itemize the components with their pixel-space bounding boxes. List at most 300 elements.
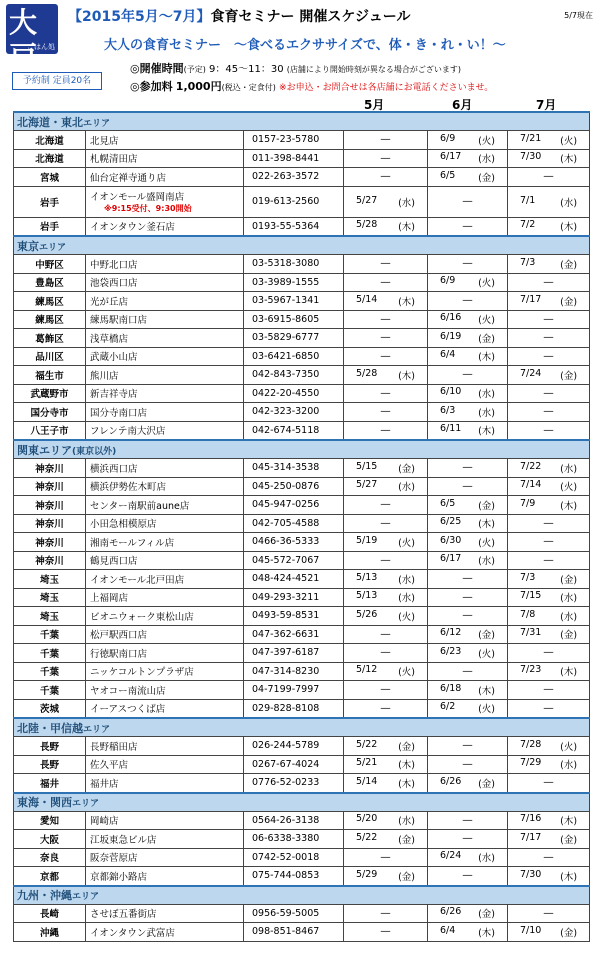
store-cell — [86, 403, 244, 422]
store-name: 浅草橋店 — [90, 333, 129, 345]
store-note: ※9:15受付、9:30開始 — [104, 204, 192, 213]
prefecture: 長野 — [39, 760, 59, 772]
prefecture: 奈良 — [39, 853, 59, 865]
area-suffix: エリア — [83, 724, 111, 735]
phone-number: 049-293-3211 — [252, 591, 320, 603]
date-june-cell — [428, 273, 508, 292]
phone-number: 042-674-5118 — [252, 424, 320, 436]
store-cell — [86, 149, 244, 168]
prefecture-cell — [14, 514, 86, 533]
no-date-dash: ― — [543, 171, 554, 183]
may-date: 5/14 — [356, 775, 378, 787]
july-date: 7/8 — [520, 608, 536, 620]
date-june-cell — [428, 811, 508, 830]
prefecture-cell — [14, 904, 86, 923]
store-row — [14, 310, 590, 329]
date-june-cell — [428, 737, 508, 756]
store-name: 阪奈菅原店 — [90, 853, 138, 865]
title-period: 【2015年5月～7月】 — [68, 9, 211, 25]
no-date-dash: ― — [462, 740, 473, 752]
area-header — [14, 793, 590, 812]
month-header-july: 7月 — [536, 98, 557, 112]
july-weekday: (水) — [560, 611, 578, 623]
july-weekday: (水) — [560, 593, 578, 605]
july-weekday: (火) — [560, 741, 578, 753]
phone-number: 029-828-8108 — [252, 702, 320, 714]
july-date: 7/10 — [520, 924, 542, 936]
date-july-cell — [508, 625, 590, 644]
date-may-cell — [344, 644, 428, 663]
store-row — [14, 848, 590, 867]
store-row — [14, 477, 590, 496]
area-name: 北海道・東北 — [17, 115, 83, 129]
area-header — [14, 718, 590, 737]
phone-number: 0466-36-5333 — [252, 536, 320, 548]
store-cell — [86, 588, 244, 607]
prefecture-cell — [14, 292, 86, 311]
date-may-cell — [344, 403, 428, 422]
store-name: 小田急相模原店 — [90, 519, 157, 531]
store-name: 湘南モールフィル店 — [90, 537, 175, 549]
no-date-dash: ― — [462, 295, 473, 307]
area-name: 九州・沖縄 — [17, 889, 72, 902]
prefecture-cell — [14, 588, 86, 607]
prefecture-cell — [14, 607, 86, 626]
tel-cell — [244, 551, 344, 570]
no-date-dash: ― — [380, 907, 391, 919]
as-of-date: 5/7現在 — [564, 11, 593, 20]
store-cell — [86, 131, 244, 150]
no-date-dash: ― — [462, 814, 473, 826]
prefecture-cell — [14, 774, 86, 793]
june-weekday: (木) — [478, 927, 495, 939]
store-cell — [86, 329, 244, 348]
june-date: 6/5 — [440, 169, 456, 181]
store-name: 松戸駅西口店 — [90, 630, 148, 642]
may-date: 5/20 — [356, 813, 378, 825]
date-june-cell — [428, 477, 508, 496]
july-date: 7/30 — [520, 868, 542, 880]
store-row — [14, 551, 590, 570]
june-date: 6/4 — [440, 349, 456, 361]
date-july-cell — [508, 496, 590, 515]
may-date: 5/28 — [356, 219, 378, 231]
no-date-dash: ― — [462, 220, 473, 232]
prefecture: 茨城 — [39, 704, 59, 716]
store-name: 横浜伊勢佐木町店 — [90, 482, 167, 494]
date-may-cell — [344, 329, 428, 348]
may-date: 5/27 — [356, 194, 378, 206]
tel-cell — [244, 421, 344, 440]
area-header — [14, 236, 590, 255]
date-june-cell — [428, 699, 508, 718]
area-header — [14, 440, 590, 459]
june-date: 6/3 — [440, 404, 456, 416]
date-june-cell — [428, 625, 508, 644]
prefecture: 葛飾区 — [35, 333, 64, 345]
may-weekday: (火) — [398, 611, 415, 623]
prefecture-cell — [14, 867, 86, 886]
date-june-cell — [428, 366, 508, 385]
prefecture: 愛知 — [39, 816, 59, 828]
june-weekday: (水) — [478, 154, 495, 166]
date-may-cell — [344, 131, 428, 150]
area-name: 東海・関西 — [17, 796, 72, 809]
june-weekday: (火) — [478, 315, 495, 327]
store-cell — [86, 384, 244, 403]
no-date-dash: ― — [380, 134, 391, 146]
date-july-cell — [508, 310, 590, 329]
july-date: 7/28 — [520, 738, 542, 750]
june-date: 6/12 — [440, 627, 462, 639]
month-header-june: 6月 — [452, 98, 473, 112]
store-name: イオンタウン釜石店 — [90, 222, 175, 234]
store-cell — [86, 514, 244, 533]
june-weekday: (火) — [478, 278, 495, 290]
date-july-cell — [508, 533, 590, 552]
prefecture: 埼玉 — [39, 611, 59, 623]
prefecture-cell — [14, 644, 86, 663]
tel-cell — [244, 310, 344, 329]
seminar-subtitle: 大人の食育セミナー ～食べるエクササイズで、体・き・れ・い！～ — [104, 38, 506, 53]
prefecture: 福生市 — [35, 370, 64, 382]
date-may-cell — [344, 755, 428, 774]
july-date: 7/14 — [520, 479, 542, 491]
july-date: 7/17 — [520, 831, 542, 843]
no-date-dash: ― — [380, 350, 391, 362]
date-may-cell — [344, 310, 428, 329]
prefecture-cell — [14, 255, 86, 274]
page-title — [68, 6, 411, 26]
tel-cell — [244, 570, 344, 589]
store-row — [14, 384, 590, 403]
store-row — [14, 168, 590, 187]
date-june-cell — [428, 662, 508, 681]
date-june-cell — [428, 644, 508, 663]
date-july-cell — [508, 848, 590, 867]
date-may-cell — [344, 830, 428, 849]
date-june-cell — [428, 255, 508, 274]
store-row — [14, 681, 590, 700]
prefecture-cell — [14, 217, 86, 236]
store-row — [14, 533, 590, 552]
no-date-dash: ― — [462, 480, 473, 492]
prefecture: 埼玉 — [39, 593, 59, 605]
store-row — [14, 459, 590, 478]
tel-cell — [244, 737, 344, 756]
no-date-dash: ― — [543, 907, 554, 919]
tel-cell — [244, 811, 344, 830]
phone-number: 042-323-3200 — [252, 406, 320, 418]
july-weekday: (金) — [560, 296, 578, 308]
may-weekday: (木) — [398, 296, 415, 308]
date-july-cell — [508, 403, 590, 422]
store-name: 岡崎店 — [90, 816, 119, 828]
no-date-dash: ― — [380, 499, 391, 511]
store-cell — [86, 681, 244, 700]
date-july-cell — [508, 811, 590, 830]
july-date: 7/17 — [520, 293, 542, 305]
prefecture-cell — [14, 811, 86, 830]
july-weekday: (木) — [560, 816, 578, 828]
tel-cell — [244, 904, 344, 923]
tel-cell — [244, 217, 344, 236]
may-date: 5/12 — [356, 664, 378, 676]
no-date-dash: ― — [462, 665, 473, 677]
date-july-cell — [508, 551, 590, 570]
prefecture-cell — [14, 366, 86, 385]
prefecture-cell — [14, 681, 86, 700]
store-name: 中野北口店 — [90, 259, 138, 271]
no-date-dash: ― — [543, 777, 554, 789]
store-row — [14, 329, 590, 348]
prefecture: 武蔵野市 — [30, 389, 69, 401]
store-name: イーアスつくば店 — [90, 704, 166, 716]
prefecture: 大阪 — [39, 834, 59, 846]
logo-text: 大戸屋 — [9, 6, 35, 107]
prefecture: 千葉 — [39, 648, 59, 660]
date-may-cell — [344, 811, 428, 830]
store-row — [14, 625, 590, 644]
tel-cell — [244, 459, 344, 478]
date-june-cell — [428, 421, 508, 440]
july-date: 7/2 — [520, 219, 536, 231]
date-july-cell — [508, 149, 590, 168]
prefecture-cell — [14, 533, 86, 552]
phone-number: 0742-52-0018 — [252, 851, 320, 863]
no-date-dash: ― — [543, 702, 554, 714]
date-july-cell — [508, 421, 590, 440]
store-row — [14, 570, 590, 589]
june-date: 6/17 — [440, 151, 462, 163]
prefecture-cell — [14, 477, 86, 496]
store-cell — [86, 255, 244, 274]
no-date-dash: ― — [380, 171, 391, 183]
date-may-cell — [344, 774, 428, 793]
phone-number: 0193-55-5364 — [252, 220, 320, 232]
area-suffix: エリア — [83, 118, 111, 129]
may-date: 5/29 — [356, 868, 378, 880]
june-date: 6/19 — [440, 330, 462, 342]
prefecture: 京都 — [39, 871, 59, 883]
july-date: 7/24 — [520, 367, 542, 379]
store-row — [14, 186, 590, 217]
july-weekday: (火) — [560, 135, 578, 147]
july-date: 7/15 — [520, 590, 542, 602]
fee-warning: ※お申込・お問合せは各店舗にお電話くださいませ。 — [279, 83, 494, 93]
phone-number: 03-5829-6777 — [252, 332, 320, 344]
date-may-cell — [344, 533, 428, 552]
store-cell — [86, 477, 244, 496]
date-may-cell — [344, 186, 428, 217]
fee-info — [130, 78, 493, 94]
july-date: 7/3 — [520, 256, 536, 268]
store-cell — [86, 625, 244, 644]
date-july-cell — [508, 867, 590, 886]
phone-number: 045-572-7067 — [252, 554, 320, 566]
store-row — [14, 662, 590, 681]
store-row — [14, 699, 590, 718]
store-cell — [86, 755, 244, 774]
may-date: 5/27 — [356, 479, 378, 491]
no-date-dash: ― — [543, 350, 554, 362]
store-cell — [86, 662, 244, 681]
phone-number: 03-6421-6850 — [252, 350, 320, 362]
june-date: 6/18 — [440, 682, 462, 694]
phone-number: 042-843-7350 — [252, 369, 320, 381]
date-june-cell — [428, 496, 508, 515]
no-date-dash: ― — [380, 387, 391, 399]
date-june-cell — [428, 681, 508, 700]
no-date-dash: ― — [380, 313, 391, 325]
tel-cell — [244, 681, 344, 700]
store-cell — [86, 923, 244, 942]
june-weekday: (火) — [478, 704, 495, 716]
tel-cell — [244, 607, 344, 626]
date-july-cell — [508, 570, 590, 589]
date-july-cell — [508, 366, 590, 385]
no-date-dash: ― — [380, 647, 391, 659]
prefecture: 国分寺市 — [30, 407, 69, 419]
store-cell — [86, 186, 244, 217]
date-july-cell — [508, 131, 590, 150]
prefecture: 岩手 — [39, 222, 59, 234]
date-may-cell — [344, 904, 428, 923]
tel-cell — [244, 848, 344, 867]
store-row — [14, 755, 590, 774]
store-cell — [86, 533, 244, 552]
store-cell — [86, 607, 244, 626]
phone-number: 0157-23-5780 — [252, 134, 320, 146]
may-weekday: (木) — [398, 760, 415, 772]
store-row — [14, 811, 590, 830]
date-june-cell — [428, 570, 508, 589]
date-june-cell — [428, 310, 508, 329]
june-weekday: (木) — [478, 426, 495, 438]
june-date: 6/10 — [440, 386, 462, 398]
phone-number: 047-397-6187 — [252, 647, 320, 659]
date-july-cell — [508, 755, 590, 774]
store-cell — [86, 811, 244, 830]
fee-value: 1,000円 — [175, 80, 222, 93]
date-may-cell — [344, 255, 428, 274]
june-date: 6/4 — [440, 924, 456, 936]
store-row — [14, 588, 590, 607]
phone-number: 0564-26-3138 — [252, 814, 320, 826]
date-june-cell — [428, 292, 508, 311]
store-cell — [86, 774, 244, 793]
no-date-dash: ― — [543, 684, 554, 696]
tel-cell — [244, 588, 344, 607]
store-cell — [86, 168, 244, 187]
date-june-cell — [428, 848, 508, 867]
tel-cell — [244, 347, 344, 366]
store-cell — [86, 459, 244, 478]
date-june-cell — [428, 131, 508, 150]
may-weekday: (水) — [398, 816, 415, 828]
tel-cell — [244, 403, 344, 422]
store-cell — [86, 310, 244, 329]
date-may-cell — [344, 867, 428, 886]
prefecture-cell — [14, 310, 86, 329]
store-name: ヤオコー南流山店 — [90, 685, 166, 697]
phone-number: 047-314-8230 — [252, 665, 320, 677]
tel-cell — [244, 496, 344, 515]
store-row — [14, 347, 590, 366]
no-date-dash: ― — [543, 276, 554, 288]
store-name: 池袋西口店 — [90, 278, 138, 290]
no-date-dash: ― — [380, 517, 391, 529]
tel-cell — [244, 292, 344, 311]
phone-number: 0776-52-0233 — [252, 777, 320, 789]
june-weekday: (水) — [478, 853, 495, 865]
no-date-dash: ― — [462, 196, 473, 207]
store-cell — [86, 551, 244, 570]
june-weekday: (火) — [478, 537, 495, 549]
july-weekday: (木) — [560, 871, 578, 883]
store-cell — [86, 273, 244, 292]
prefecture-cell — [14, 923, 86, 942]
may-weekday: (金) — [398, 741, 415, 753]
tel-cell — [244, 329, 344, 348]
tel-cell — [244, 514, 344, 533]
time-info — [130, 60, 461, 76]
prefecture: 練馬区 — [35, 296, 64, 308]
july-weekday: (火) — [560, 482, 578, 494]
date-may-cell — [344, 514, 428, 533]
date-july-cell — [508, 477, 590, 496]
store-name: 仙台定禅寺通り店 — [90, 172, 167, 184]
date-july-cell — [508, 186, 590, 217]
phone-number: 042-705-4588 — [252, 517, 320, 529]
area-suffix: エリア — [72, 892, 100, 902]
date-may-cell — [344, 607, 428, 626]
area-name: 北陸・甲信越 — [17, 721, 83, 735]
prefecture: 八王子市 — [30, 426, 69, 438]
july-date: 7/21 — [520, 132, 542, 144]
time-note: (店舗により開始時刻が異なる場合がございます) — [286, 65, 462, 74]
june-date: 6/9 — [440, 132, 456, 144]
date-july-cell — [508, 384, 590, 403]
date-july-cell — [508, 347, 590, 366]
store-row — [14, 403, 590, 422]
tel-cell — [244, 186, 344, 217]
date-may-cell — [344, 848, 428, 867]
phone-number: 045-314-3538 — [252, 462, 320, 474]
date-may-cell — [344, 347, 428, 366]
prefecture-cell — [14, 347, 86, 366]
store-name: 練馬駅南口店 — [90, 315, 148, 327]
july-weekday: (金) — [560, 574, 578, 586]
no-date-dash: ― — [380, 851, 391, 863]
may-weekday: (木) — [398, 370, 415, 382]
june-date: 6/9 — [440, 275, 456, 287]
prefecture-cell — [14, 168, 86, 187]
store-row — [14, 217, 590, 236]
store-name: 武蔵小山店 — [90, 352, 138, 364]
prefecture: 神奈川 — [35, 537, 64, 549]
may-weekday: (水) — [398, 197, 415, 209]
no-date-dash: ― — [543, 332, 554, 344]
phone-number: 03-6915-8605 — [252, 313, 320, 325]
prefecture-cell — [14, 421, 86, 440]
store-name: イオンモール北戸田店 — [90, 574, 185, 586]
may-weekday: (水) — [398, 593, 415, 605]
date-may-cell — [344, 551, 428, 570]
area-header-row — [14, 236, 590, 255]
date-june-cell — [428, 384, 508, 403]
tel-cell — [244, 149, 344, 168]
